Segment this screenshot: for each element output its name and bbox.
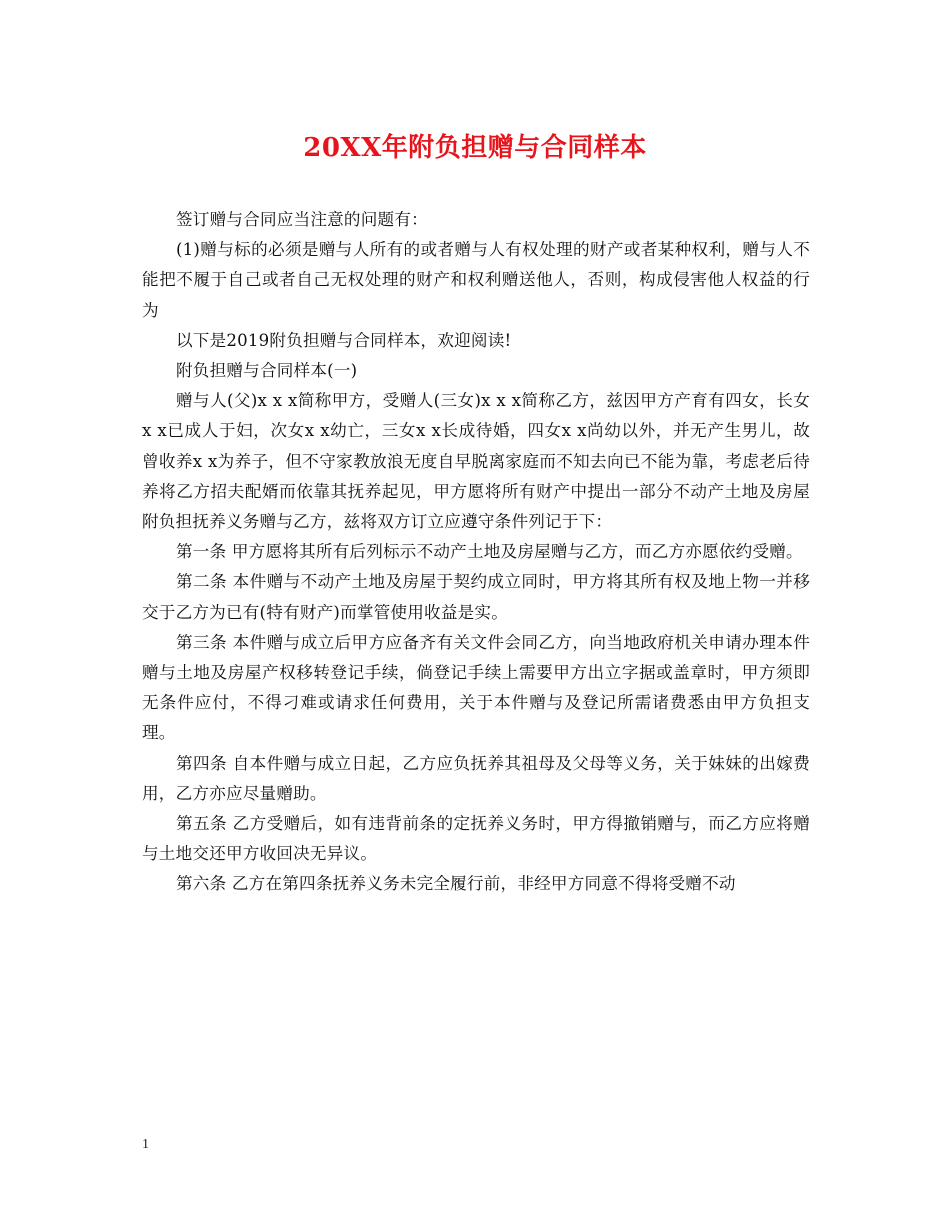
paragraph-article-6: 第六条 乙方在第四条抚养义务未完全履行前，非经甲方同意不得将受赠不动 — [176, 874, 736, 894]
paragraph-article-4: 第四条 自本件赠与成立日起，乙方应负抚养其祖母及父母等义务，关于妹妹的出嫁费用，乙方亦应尽量赠助。 — [142, 753, 810, 803]
paragraph-article-3: 第三条 本件赠与成立后甲方应备齐有关文件会同乙方，向当地政府机关申请办理本件赠与土地及房屋产权移转登记手续，倘登记手续上需要甲方出立字据或盖章时，甲方须即无条件应付，不得刁难或请求任何费用，关于本件赠与及登记所需诸费悉由甲方负担支理。 — [142, 632, 810, 743]
paragraph-article-5: 第五条 乙方受赠后，如有违背前条的定抚养义务时，甲方得撤销赠与，而乙方应将赠与土地交还甲方收回决无异议。 — [142, 814, 810, 864]
paragraph-point-1: (1)赠与标的必须是赠与人所有的或者赠与人有权处理的财产或者某种权利，赠与人不能把不履于自己或者自己无权处理的财产和权利赠送他人，否则，构成侵害他人权益的行为 — [142, 240, 810, 320]
document-body — [142, 205, 810, 900]
paragraph-intro: 签订赠与合同应当注意的问题有： — [176, 210, 428, 229]
paragraph-sample-heading: 附负担赠与合同样本(一) — [176, 361, 358, 381]
document-title: 20XX年附负担赠与合同样本 — [303, 133, 647, 163]
paragraph-article-2: 第二条 本件赠与不动产土地及房屋于契约成立同时，甲方将其所有权及地上物一并移交于乙方为已有(特有财产)而掌管使用收益是实。 — [142, 572, 810, 622]
paragraph-article-1: 第一条 甲方愿将其所有后列标示不动产土地及房屋赠与乙方，而乙方亦愿依约受赠。 — [176, 542, 803, 562]
paragraph-welcome: 以下是2019附负担赠与合同样本，欢迎阅读! — [176, 330, 512, 350]
page-number: 1 — [142, 1137, 149, 1152]
paragraph-preamble: 赠与人(父)x x x简称甲方，受赠人(三女)x x x简称乙方，兹因甲方产育有四女，长女x x已成人于妇，次女x x幼亡，三女x x长成待婚，四女x x尚幼以外，并无产生男儿，故曾收养x x为养子，但不守家教放浪无度自早脱离家庭而不知去向已不能为靠，考虑老后待养将乙方招夫配婿而依靠其抚养起见，甲方愿将所有财产中提出一部分不动产土地及房屋附负担抚养义务赠与乙方，兹将双方订立应遵守条件列记于下： — [142, 391, 810, 532]
